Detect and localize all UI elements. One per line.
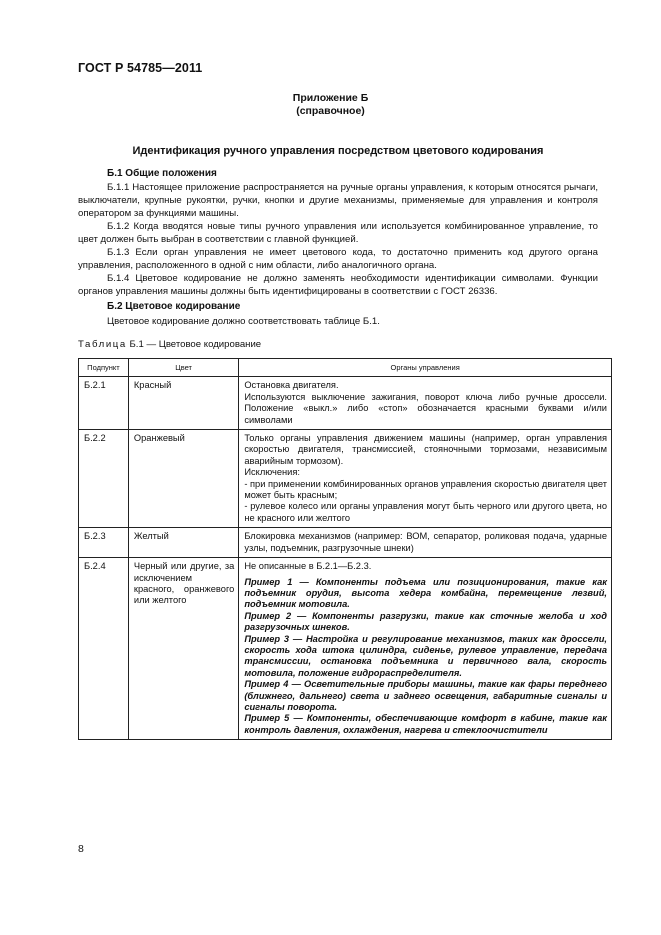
paragraph-b-1-3-text: Б.1.3 Если орган управления не имеет цветового кода, то достаточно применить код другого органа управления, расположенного в одной с ним области, либо аналогичного органа. [78, 247, 598, 271]
page-number: 8 [78, 843, 84, 855]
table-row [79, 430, 612, 528]
cell-line: Только органы управления движением машины (например, орган управления скоростью двигателя, трансмиссией, стояночными тормозами, независимым аварийным тормозом). [244, 433, 607, 466]
section-heading-2: Б.2 Цветовое кодирование [107, 301, 241, 312]
cell-line: Остановка двигателя. [244, 380, 339, 391]
paragraph-b-1-4-text: Б.1.4 Цветовое кодирование не должно заменять необходимости идентификации символами. Функции органов управления машины должны быть идентифицированы в соответствии с ГОСТ 26336. [78, 273, 598, 297]
cell-controls [239, 430, 612, 528]
appendix-title: Приложение Б [292, 92, 369, 104]
cell-controls [239, 528, 612, 558]
paragraph-b-2 [78, 315, 598, 328]
section-heading-1: Б.1 Общие положения [107, 168, 217, 179]
table-caption-rest: Б.1 — Цветовое кодирование [129, 339, 262, 350]
cell-color: Желтый [128, 528, 238, 558]
cell-id: Б.2.4 [79, 558, 129, 740]
example-2: Пример 2 — Компоненты разгрузки, такие как сточные желоба и ход разгрузочных шнеков. [244, 610, 607, 633]
cell-controls [239, 558, 612, 740]
paragraph-b-1-1 [78, 181, 598, 220]
header-color: Цвет [128, 359, 238, 377]
paragraph-b-1-4 [78, 272, 598, 298]
table-row [79, 558, 612, 740]
paragraph-b-1-2-text: Б.1.2 Когда вводятся новые типы ручного управления или используется комбинированное управление, то цвет должен быть выбран в соответствии с главной функцией. [78, 221, 598, 245]
main-title: Идентификация ручного управления посредством цветового кодирования [132, 145, 544, 157]
header-controls: Органы управления [239, 359, 612, 377]
cell-intro: Не описанные в Б.2.1—Б.2.3. [244, 561, 372, 572]
example-4: Пример 4 — Осветительные приборы машины, такие как фары переднего (ближнего, дальнего) света и заднего освещения, габаритные сигналы и сигналы поворота. [244, 679, 607, 712]
cell-line: Используются выключение зажигания, поворот ключа либо ручные дроссели. Положение «выкл.» либо «стоп» обозначается красными буквами и/или символами [244, 391, 607, 425]
appendix-subtitle: (справочное) [296, 105, 365, 117]
document-header: ГОСТ Р 54785—2011 [78, 61, 203, 75]
cell-id: Б.2.1 [79, 377, 129, 430]
paragraph-b-2-text: Цветовое кодирование должно соответствовать таблице Б.1. [107, 316, 380, 327]
cell-color: Красный [128, 377, 238, 430]
cell-color: Оранжевый [128, 430, 238, 528]
paragraph-b-1-2 [78, 220, 598, 246]
cell-line: Блокировка механизмов (например: ВОМ, сепаратор, роликовая подача, ударные узлы, подъемник, разгрузочные шнеки) [244, 531, 607, 553]
table-row [79, 528, 612, 558]
paragraph-b-1-3 [78, 246, 598, 272]
cell-controls [239, 377, 612, 430]
cell-line: - рулевое колесо или органы управления могут быть черного или другого цвета, но не красного или желтого [244, 501, 607, 523]
paragraph-b-1-1-text: Б.1.1 Настоящее приложение распространяется на ручные органы управления, к которым относятся рычаги, выключатели, крупные рукоятки, ручки, кнопки и другие механизмы, применяемые для управления и контроля оператором за функциями машины. [78, 182, 598, 219]
cell-color: Черный или другие, за исключением красного, оранжевого или желтого [128, 558, 238, 740]
example-1: Пример 1 — Компоненты подъема или позиционирования, такие как подъемник орудия, высота хедера комбайна, перемещение лезвий, подъемник мотовила. [244, 576, 607, 610]
cell-id: Б.2.2 [79, 430, 129, 528]
table-row [79, 377, 612, 430]
header-subclause: Подпункт [79, 359, 129, 377]
color-coding-table [78, 358, 612, 740]
table-caption [78, 339, 261, 350]
example-3: Пример 3 — Настройка и регулирование механизмов, таких как дроссели, скорость хода штока цилиндра, сиденье, рулевое управление, передача трансмиссии, остановка подъемника и первичного вала, скорость мотовила, положение гидрораспределителя. [244, 633, 607, 678]
table-header-row [79, 359, 612, 377]
example-5: Пример 5 — Компоненты, обеспечивающие комфорт в кабине, такие как контроль давления, охлаждения, нагрева и стеклоочистители [244, 713, 607, 735]
cell-id: Б.2.3 [79, 528, 129, 558]
table-caption-word: Таблица [78, 339, 127, 350]
cell-line: - при применении комбинированных органов управления скоростью двигателя цвет может быть красным; [244, 478, 607, 501]
cell-line: Исключения: [244, 467, 300, 478]
